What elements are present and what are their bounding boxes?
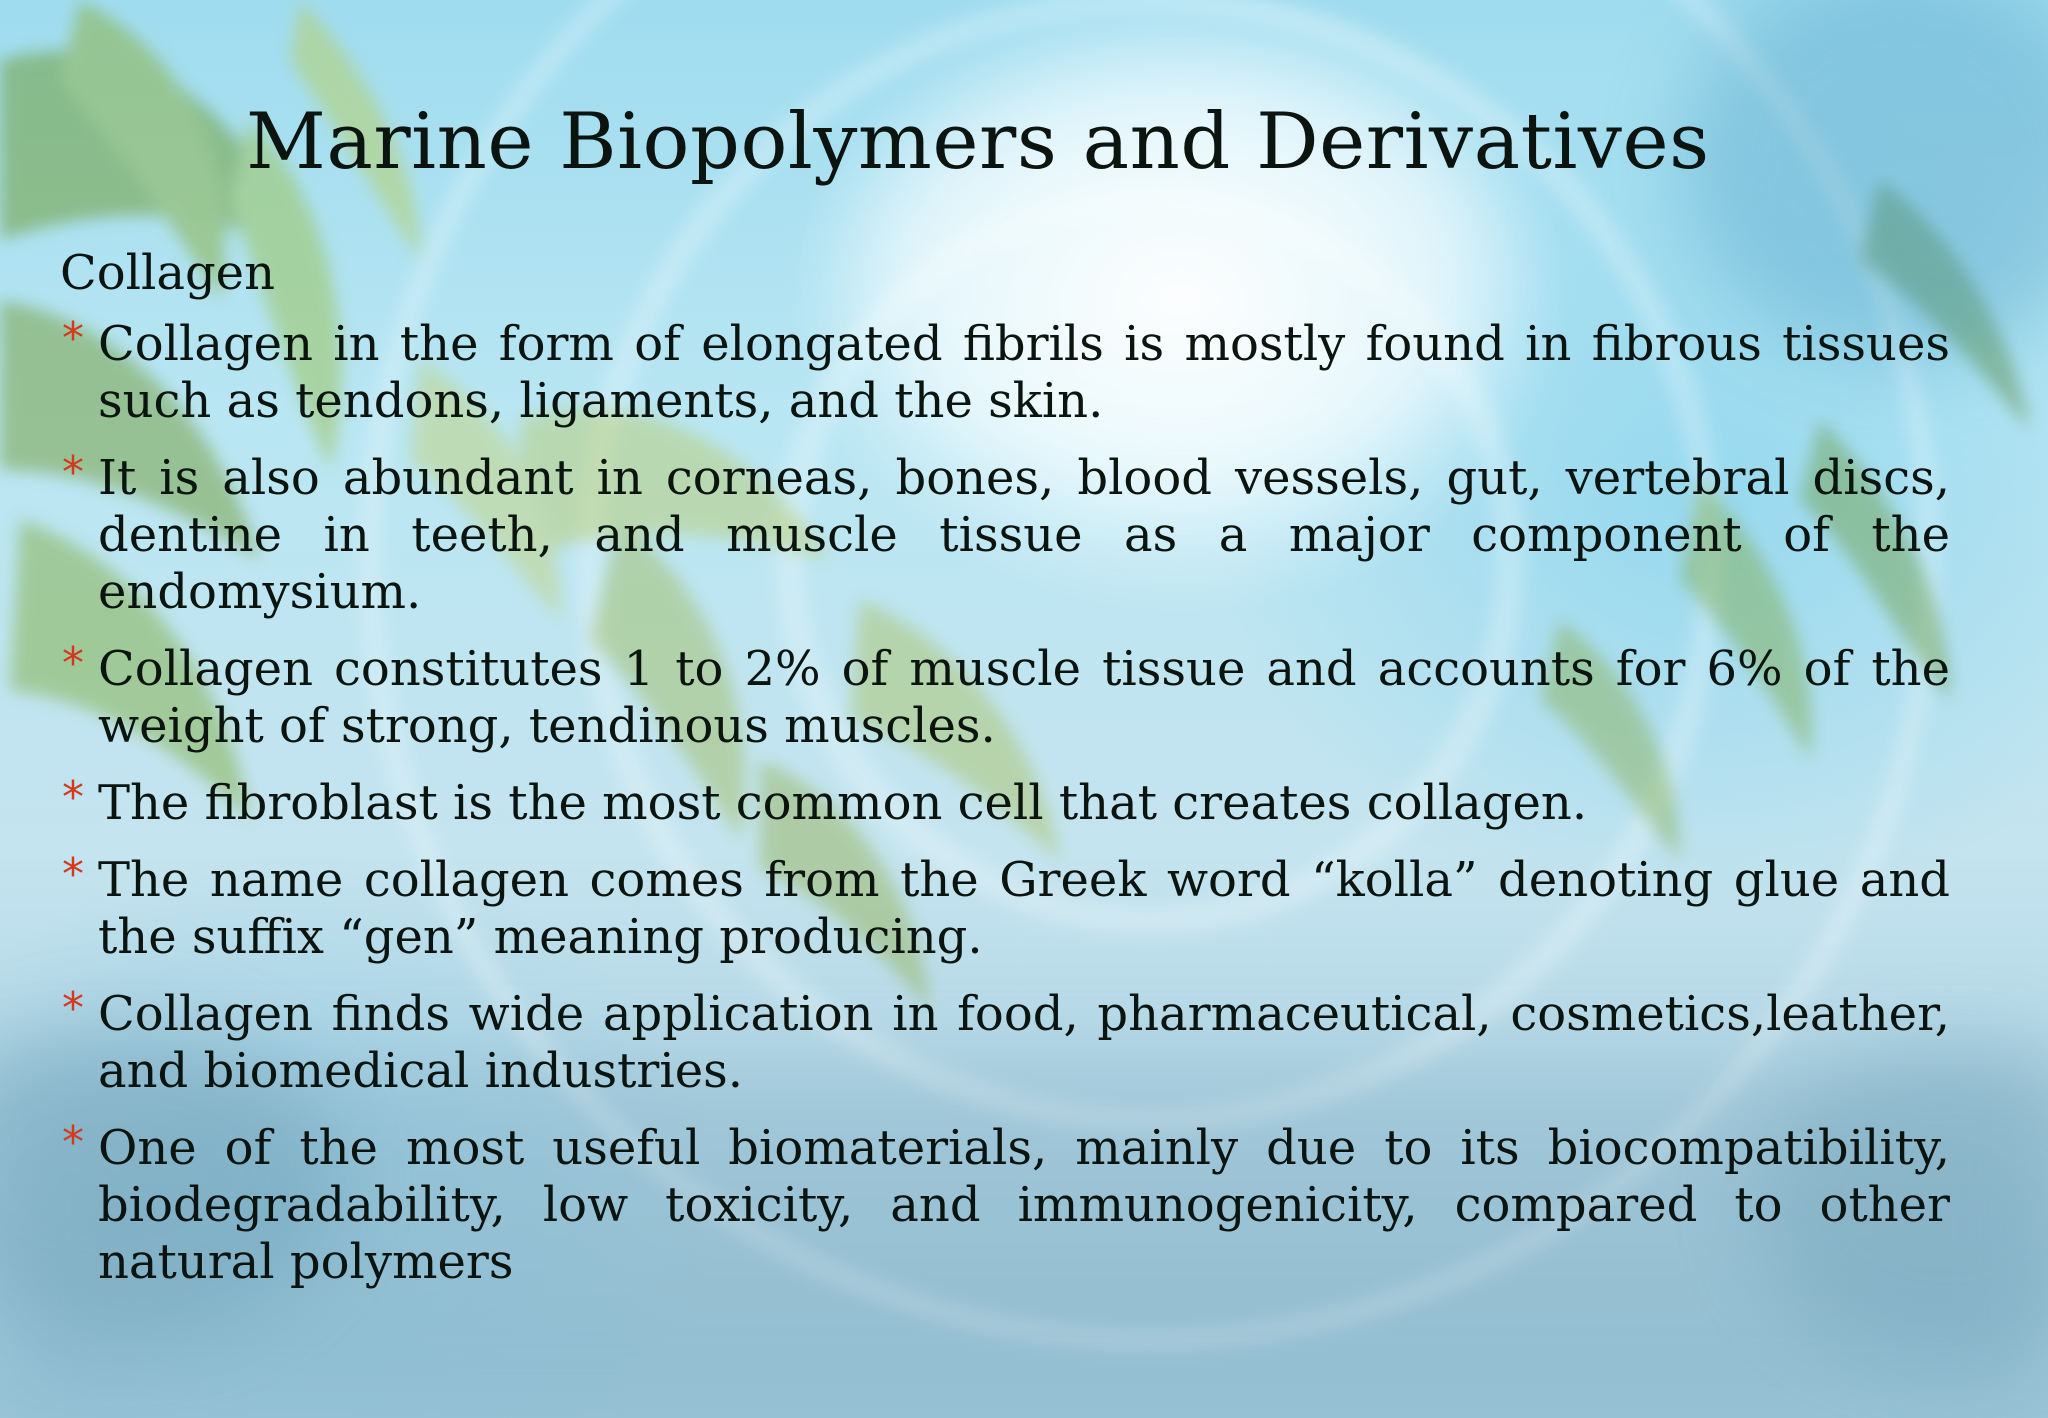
bullet-item xyxy=(60,849,1950,966)
bullet-item xyxy=(60,313,1950,430)
bullet-text: One of the most useful biomaterials, mainly due to its biocompatibility, biodegradability, low toxicity, and immunogenicity, compared to other natural polymers xyxy=(98,1120,1950,1290)
asterisk-bullet-icon: * xyxy=(62,983,84,1034)
bullet-item xyxy=(60,638,1950,755)
slide-title: Marine Biopolymers and Derivatives xyxy=(246,97,1710,187)
asterisk-bullet-icon: * xyxy=(62,313,84,364)
bullet-item xyxy=(60,772,1950,832)
asterisk-bullet-icon: * xyxy=(62,1117,84,1168)
bullet-text: It is also abundant in corneas, bones, blood vessels, gut, vertebral discs, dentine in teeth, and muscle tissue as a major component of the endomysium. xyxy=(98,450,1950,620)
asterisk-bullet-icon: * xyxy=(62,772,84,823)
asterisk-bullet-icon: * xyxy=(62,638,84,689)
bullet-item xyxy=(60,447,1950,621)
bullet-text: Collagen constitutes 1 to 2% of muscle tissue and accounts for 6% of the weight of strong, tendinous muscles. xyxy=(98,641,1950,754)
bullet-item xyxy=(60,983,1950,1100)
section-heading: Collagen xyxy=(60,245,275,301)
bullet-text: The name collagen comes from the Greek word “kolla” denoting glue and the suffix “gen” meaning producing. xyxy=(98,852,1950,965)
bullet-list xyxy=(60,313,1950,1311)
bullet-item xyxy=(60,1117,1950,1291)
bullet-text: Collagen finds wide application in food, pharmaceutical, cosmetics,leather, and biomedical industries. xyxy=(98,986,1950,1099)
asterisk-bullet-icon: * xyxy=(62,447,84,498)
asterisk-bullet-icon: * xyxy=(62,849,84,900)
bullet-text: Collagen in the form of elongated fibrils is mostly found in fibrous tissues such as tendons, ligaments, and the skin. xyxy=(98,316,1950,429)
bullet-text: The fibroblast is the most common cell that creates collagen. xyxy=(98,775,1588,831)
